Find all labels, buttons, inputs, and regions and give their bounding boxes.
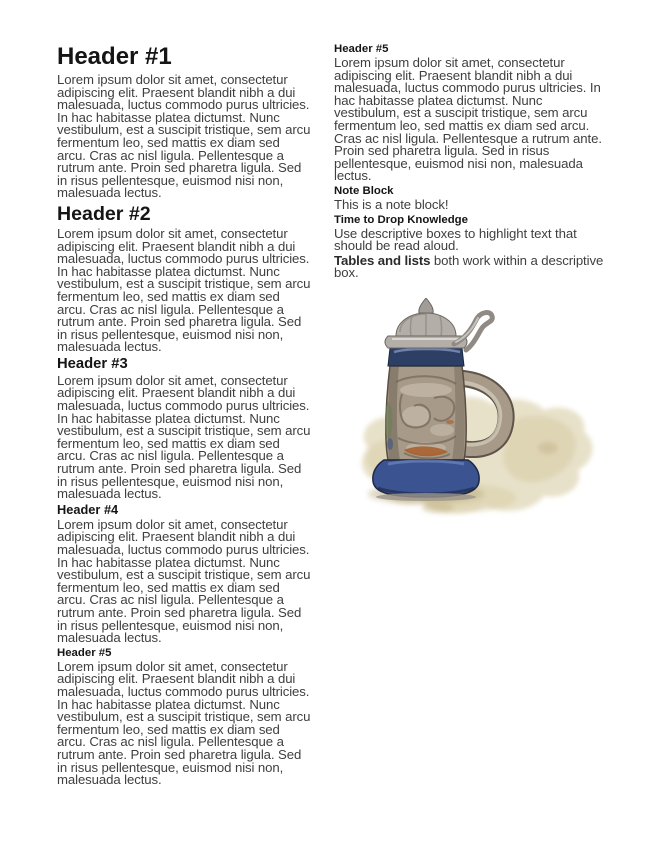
- lorem-paragraph: Lorem ipsum dolor sit amet, consectetur adipiscing elit. Praesent blandit nibh a dui malesuada, luctus commodo purus ultricies. In hac habitasse platea dictumst. Nunc vestibulum, est a suscipit tristique, sem arcu fermentum leo, sed mattis ex diam sed arcu. Cras ac nisl ligula. Pellentesque a rutrum ante. Proin sed pharetra ligula. Sed in risus pellentesque, euismod nisi non, malesuada lectus.: [57, 72, 311, 201]
- stein-lid: [385, 298, 467, 348]
- stein-top-band: [388, 348, 464, 366]
- blue-glaze-dab: [387, 438, 393, 450]
- rust-dab: [446, 420, 454, 424]
- watercolor-spot-1: [538, 442, 558, 454]
- section-heading-2: Header #2: [57, 202, 151, 225]
- drop-knowledge-body: Use descriptive boxes to highlight text that should be read aloud.: [334, 225, 577, 254]
- drop-knowledge-heading: Time to Drop Knowledge: [334, 213, 468, 226]
- section-heading-5-right: Header #5: [334, 43, 389, 55]
- tables-lists-note: [334, 252, 608, 281]
- lorem-paragraph: Lorem ipsum dolor sit amet, consectetur adipiscing elit. Praesent blandit nibh a dui malesuada, luctus commodo purus ultricies. In hac habitasse platea dictumst. Nunc vestibulum, est a suscipit tristique, sem arcu fermentum leo, sed mattis ex diam sed arcu. Cras ac nisl ligula. Pellentesque a rutrum ante. Proin sed pharetra ligula. Sed in risus pellentesque, euismod nisi non, malesuada lectus.: [57, 516, 311, 646]
- section-heading-1: Header #1: [57, 43, 172, 70]
- stein-illustration: [338, 298, 608, 526]
- beer-stein-image: [338, 298, 608, 526]
- lorem-paragraph: Lorem ipsum dolor sit amet, consectetur adipiscing elit. Praesent blandit nibh a dui malesuada, luctus commodo purus ultricies. In hac habitasse platea dictumst. Nunc vestibulum, est a suscipit tristique, sem arcu fermentum leo, sed mattis ex diam sed arcu. Cras ac nisl ligula. Pellentesque a rutrum ante. Proin sed pharetra ligula. Sed in risus pellentesque, euismod nisi non, malesuada lectus.: [57, 372, 311, 502]
- stein-base: [373, 460, 479, 501]
- note-block-heading: Note Block: [334, 184, 394, 197]
- left-column: [57, 44, 311, 789]
- section-heading-5: Header #5: [57, 646, 112, 659]
- section-heading-3: Header #3: [57, 355, 128, 372]
- note-block-body: This is a note block!: [334, 196, 449, 212]
- section-heading-4: Header #4: [57, 501, 119, 517]
- tables-lists-bold: Tables and lists: [334, 252, 431, 268]
- watercolor-spot-2: [422, 503, 454, 513]
- lorem-paragraph: Lorem ipsum dolor sit amet, consectetur adipiscing elit. Praesent blandit nibh a dui malesuada, luctus commodo purus ultricies. In hac habitasse platea dictumst. Nunc vestibulum, est a suscipit tristique, sem arcu fermentum leo, sed mattis ex diam sed arcu. Cras ac nisl ligula. Pellentesque a rutrum ante. Proin sed pharetra ligula. Sed in risus pellentesque, euismod nisi non, malesuada lectus.: [334, 55, 602, 184]
- lorem-paragraph: Lorem ipsum dolor sit amet, consectetur adipiscing elit. Praesent blandit nibh a dui malesuada, luctus commodo purus ultricies. In hac habitasse platea dictumst. Nunc vestibulum, est a suscipit tristique, sem arcu fermentum leo, sed mattis ex diam sed arcu. Cras ac nisl ligula. Pellentesque a rutrum ante. Proin sed pharetra ligula. Sed in risus pellentesque, euismod nisi non, malesuada lectus.: [57, 225, 311, 355]
- right-column: [334, 41, 608, 526]
- tables-lists-rest: both work within a descriptive box.: [334, 252, 604, 281]
- carving-light-1: [400, 383, 452, 397]
- stein-body: [385, 366, 466, 460]
- lid-finial: [419, 298, 433, 313]
- base-foot-rim: [376, 493, 476, 501]
- carving-light-2: [402, 406, 430, 426]
- carving-light-3: [430, 424, 454, 436]
- lorem-paragraph: Lorem ipsum dolor sit amet, consectetur adipiscing elit. Praesent blandit nibh a dui malesuada, luctus commodo purus ultricies. In hac habitasse platea dictumst. Nunc vestibulum, est a suscipit tristique, sem arcu fermentum leo, sed mattis ex diam sed arcu. Cras ac nisl ligula. Pellentesque a rutrum ante. Proin sed pharetra ligula. Sed in risus pellentesque, euismod nisi non, malesuada lectus.: [57, 658, 311, 788]
